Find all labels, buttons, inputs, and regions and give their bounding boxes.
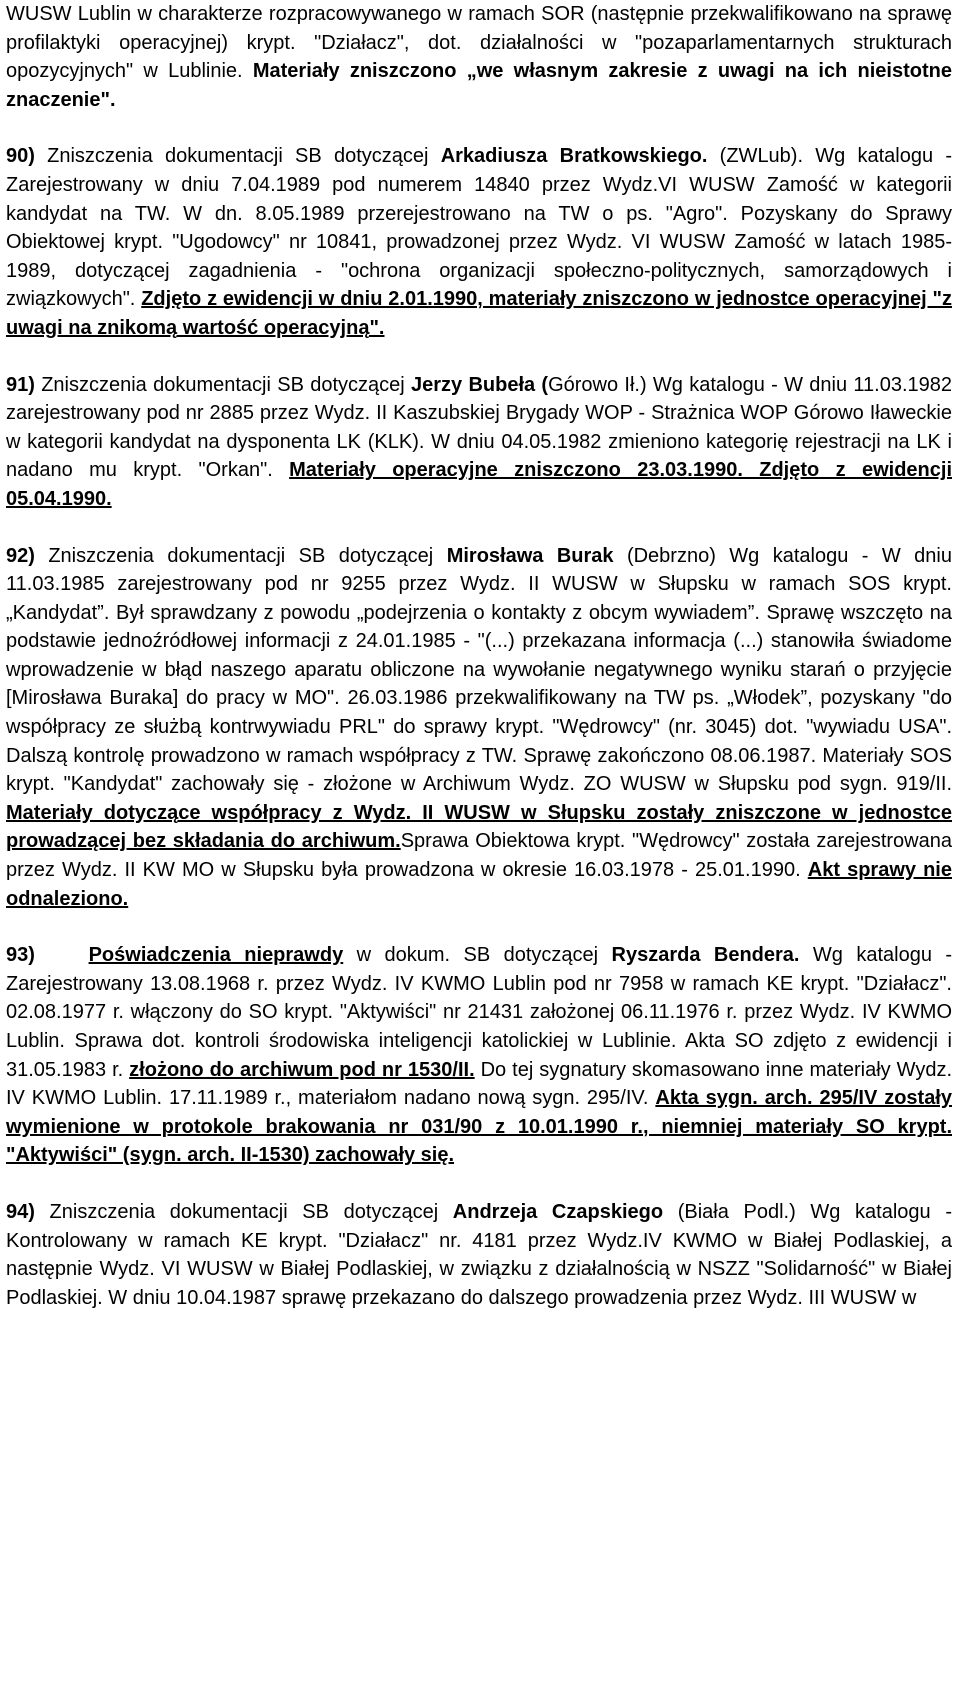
- entry-90-intro: Zniszczenia dokumentacji SB dotyczącej: [34, 145, 441, 168]
- entry-number: 90): [6, 145, 35, 168]
- paragraph-gap: [6, 514, 952, 542]
- entry-92-destruction-note: Materiały dotyczące współpracy z Wydz. II WUSW w Słupsku zostały zniszczone w jednostce prowadzącej bez składania do archiwum.: [6, 801, 952, 853]
- entry-number: 93): [6, 944, 35, 967]
- entry-92-conclusion: Akt sprawy nie odnaleziono.: [6, 859, 952, 910]
- entry-93: [6, 941, 952, 1170]
- entry-92-object-case: Sprawa Obiektowa krypt. "Wędrowcy" została zarejestrowana przez Wydz. II KW MO w Słupsku była prowadzona w okresie 16.03.1978 - 25.01.1990.: [6, 830, 952, 882]
- entry-90-conclusion: Zdjęto z ewidencji w dniu 2.01.1990, materiały zniszczono w jednostce operacyjnej "z uwagi na znikomą wartość operacyjną".: [6, 288, 952, 339]
- entry-90: [6, 142, 952, 342]
- entry-93-charge: Poświadczenia nieprawdy: [88, 944, 344, 967]
- entry-number: 92): [6, 544, 35, 567]
- entry-94-intro: Zniszczenia dokumentacji SB dotyczącej: [34, 1200, 453, 1223]
- paragraph-gap: [6, 1170, 952, 1198]
- entry-93-body: Wg katalogu - Zarejestrowany 13.08.1968 r. przez Wydz. IV KWMO Lublin pod nr 7958 w ramach KE krypt. "Działacz". 02.08.1977 r. włączony do SO krypt. "Aktywiści" nr 21431 założonej 06.11.1976 r. przez Wydz. IV KWMO Lublin. Sprawa dot. kontroli środowiska inteligencji katolickiej w Lublinie. Akta SO zdjęto z ewidencji i 31.05.1983 r.: [6, 944, 953, 1081]
- paragraph-gap: [6, 114, 952, 142]
- entry-94: [6, 1198, 952, 1312]
- entry-90-body: (ZWLub). Wg katalogu - Zarejestrowany w dniu 7.04.1989 pod numerem 14840 przez Wydz.VI WUSW Zamość w kategorii kandydat na TW. W dn. 8.05.1989 przerejestrowano na TW o ps. "Agro". Pozyskany do Sprawy Obiektowej krypt. "Ugodowcy" nr 10841, prowadzonej przez Wydz. VI WUSW Zamość w latach 1985-1989, dotyczącej zagadnienia - "ochrona organizacji społeczno-politycznych, samorządowych i związkowych".: [6, 145, 952, 311]
- paragraph-gap: [6, 913, 952, 941]
- entry-93-intro: w dokum. SB dotyczącej: [343, 944, 612, 967]
- entry-91: [6, 371, 952, 514]
- entry-94-person-name: Andrzeja Czapskiego: [452, 1200, 664, 1223]
- entry-89-text: WUSW Lublin w charakterze rozpracowywanego w ramach SOR (następnie przekwalifikowano na sprawę profilaktyki operacyjnej) krypt. "Działacz", dot. działalności w "pozaparlamentarnych strukturach opozycyjnych" w Lublinie.: [6, 3, 952, 83]
- entry-92-person-name: Mirosława Burak: [446, 544, 614, 567]
- entry-92-body: (Debrzno) Wg katalogu - W dniu 11.03.1985 zarejestrowany pod nr 9255 przez Wydz. II WUSW w Słupsku w ramach SOS krypt. „Kandydat”. Był sprawdzany z powodu „podejrzenia o kontakty z obcym wywiadem”. Sprawę wszczęto na podstawie jednoźródłowej informacji z 24.01.1985 - "(...) przekazana informacja (...) stanowiła świadome wprowadzenie w błąd naszego aparatu obliczone na wywołanie negatywnego wyniku starań o przyjęcie [Mirosława Buraka] do pracy w MO". 26.03.1986 przekwalifikowany na TW ps. „Włodek”, pozyskany "do współpracy ze służbą kontrwywiadu PRL" do sprawy krypt. "Wędrowcy" (nr. 3045) dot. "wywiadu USA". Dalszą kontrolę prowadzono w ramach współpracy z TW. Sprawę zakończono 08.06.1987. Materiały SOS krypt. "Kandydat" zachowały się - złożone w Archiwum Wydz. ZO WUSW w Słupsku pod sygn. 919/II.: [6, 544, 952, 796]
- entry-93-spacer: [35, 944, 89, 966]
- entry-91-body: Górowo Ił.) Wg katalogu - W dniu 11.03.1982 zarejestrowany pod nr 2885 przez Wydz. II Kaszubskiej Brygady WOP - Strażnica WOP Górowo Iławeckie w kategorii kandydat na dysponenta LK (KLK). W dniu 04.05.1982 zmieniono kategorię rejestracji na LK i nadano mu krypt. "Orkan".: [6, 373, 952, 482]
- entry-number: 91): [6, 373, 35, 396]
- entry-92-intro: Zniszczenia dokumentacji SB dotyczącej: [34, 544, 447, 567]
- entry-93-body-continued: Do tej sygnatury skomasowano inne materiały Wydz. IV KWMO Lublin. 17.11.1989 r., materiałom nadano nową sygn. 295/IV.: [6, 1058, 953, 1110]
- entry-91-conclusion: Materiały operacyjne zniszczono 23.03.1990. Zdjęto z ewidencji 05.04.1990.: [6, 459, 952, 510]
- entry-number: 94): [6, 1200, 35, 1223]
- entry-90-person-name: Arkadiusza Bratkowskiego.: [440, 145, 708, 168]
- entry-91-intro: Zniszczenia dokumentacji SB dotyczącej: [34, 373, 411, 396]
- paragraph-gap: [6, 343, 952, 371]
- entry-91-person-name: Jerzy Bubeła (: [411, 373, 549, 396]
- entry-92: [6, 542, 952, 914]
- entry-94-body: (Biała Podl.) Wg katalogu - Kontrolowany w ramach KE krypt. "Działacz" nr. 4181 przez Wydz.IV KWMO w Białej Podlaskiej, a następnie Wydz. VI WUSW w Białej Podlaskiej, w związku z działalnością w NSZZ "Solidarność" w Białej Podlaskiej. W dniu 10.04.1987 sprawę przekazano do dalszego prowadzenia przez Wydz. III WUSW w: [6, 1200, 952, 1309]
- entry-89-continuation: [6, 0, 952, 114]
- entry-89-destruction-note: Materiały zniszczono „we własnym zakresie z uwagi na ich nieistotne znaczenie".: [6, 60, 952, 111]
- entry-93-person-name: Ryszarda Bendera.: [611, 944, 800, 967]
- entry-93-conclusion: Akta sygn. arch. 295/IV zostały wymienione w protokole brakowania nr 031/90 z 10.01.1990 r., niemniej materiały SO krypt. "Aktywiści" (sygn. arch. II-1530) zachowały się.: [6, 1087, 952, 1167]
- entry-93-archive-note: złożono do archiwum pod nr 1530/II.: [129, 1058, 475, 1081]
